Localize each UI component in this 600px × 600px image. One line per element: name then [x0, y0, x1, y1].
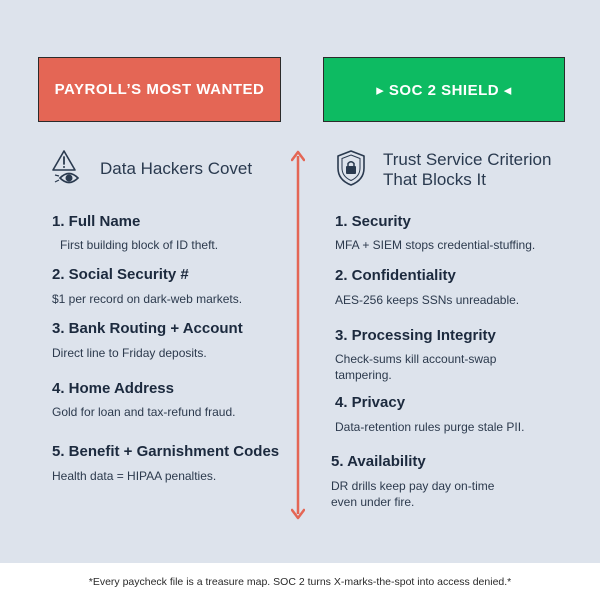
- right-item-3-desc-line1: Check-sums kill account-swap: [335, 352, 497, 366]
- right-item-2-title: 2. Confidentiality: [335, 267, 456, 284]
- left-column-header: [50, 148, 252, 188]
- right-column-title-line2: That Blocks It: [383, 170, 486, 189]
- footer-bar: [0, 563, 600, 600]
- right-item-1-title: 1. Security: [335, 213, 411, 230]
- right-banner-label: ▸ SOC 2 SHIELD ◂: [376, 81, 512, 99]
- shield-lock-icon: [333, 148, 369, 188]
- soc2-shield-banner: [323, 57, 565, 122]
- right-column-header: [333, 148, 551, 190]
- right-item-3-desc-line2: tampering.: [335, 368, 392, 382]
- right-item-5-title: 5. Availability: [331, 453, 426, 470]
- left-banner-label: PAYROLL’S MOST WANTED: [54, 81, 265, 98]
- right-item-2-desc: AES-256 keeps SSNs unreadable.: [335, 293, 520, 307]
- double-arrow-divider: [291, 150, 305, 520]
- right-item-3-title: 3. Processing Integrity: [335, 327, 496, 344]
- footer-text: *Every paycheck file is a treasure map. SOC 2 turns X-marks-the-spot into access denied.*: [88, 575, 512, 588]
- left-item-3-title: 3. Bank Routing + Account: [52, 320, 243, 337]
- left-item-5-desc: Health data = HIPAA penalties.: [52, 469, 217, 483]
- left-item-4-title: 4. Home Address: [52, 380, 174, 397]
- right-item-5-desc-line1: DR drills keep pay day on-time: [331, 479, 495, 493]
- right-item-5-desc-line2: even under fire.: [331, 495, 415, 509]
- left-item-4-desc: Gold for loan and tax-refund fraud.: [52, 405, 236, 419]
- left-item-3-desc: Direct line to Friday deposits.: [52, 346, 207, 360]
- right-item-4-desc: Data-retention rules purge stale PII.: [335, 420, 525, 434]
- right-item-4-title: 4. Privacy: [335, 394, 406, 411]
- right-item-3-desc: [335, 351, 496, 383]
- right-column-title-line1: Trust Service Criterion: [383, 150, 552, 169]
- payroll-most-wanted-banner: [38, 57, 281, 122]
- warning-eye-icon: [50, 148, 86, 188]
- right-column-title: [383, 150, 551, 190]
- left-item-1-title: 1. Full Name: [52, 213, 141, 230]
- right-item-5-desc: [331, 478, 494, 510]
- left-item-2-desc: $1 per record on dark-web markets.: [52, 292, 243, 306]
- left-item-2-title: 2. Social Security #: [52, 266, 189, 283]
- left-item-5-title: 5. Benefit + Garnishment Codes: [52, 443, 280, 460]
- right-item-1-desc: MFA + SIEM stops credential-stuffing.: [335, 238, 536, 252]
- left-column-title: Data Hackers Covet: [100, 159, 253, 178]
- left-item-1-desc: First building block of ID theft.: [60, 238, 219, 252]
